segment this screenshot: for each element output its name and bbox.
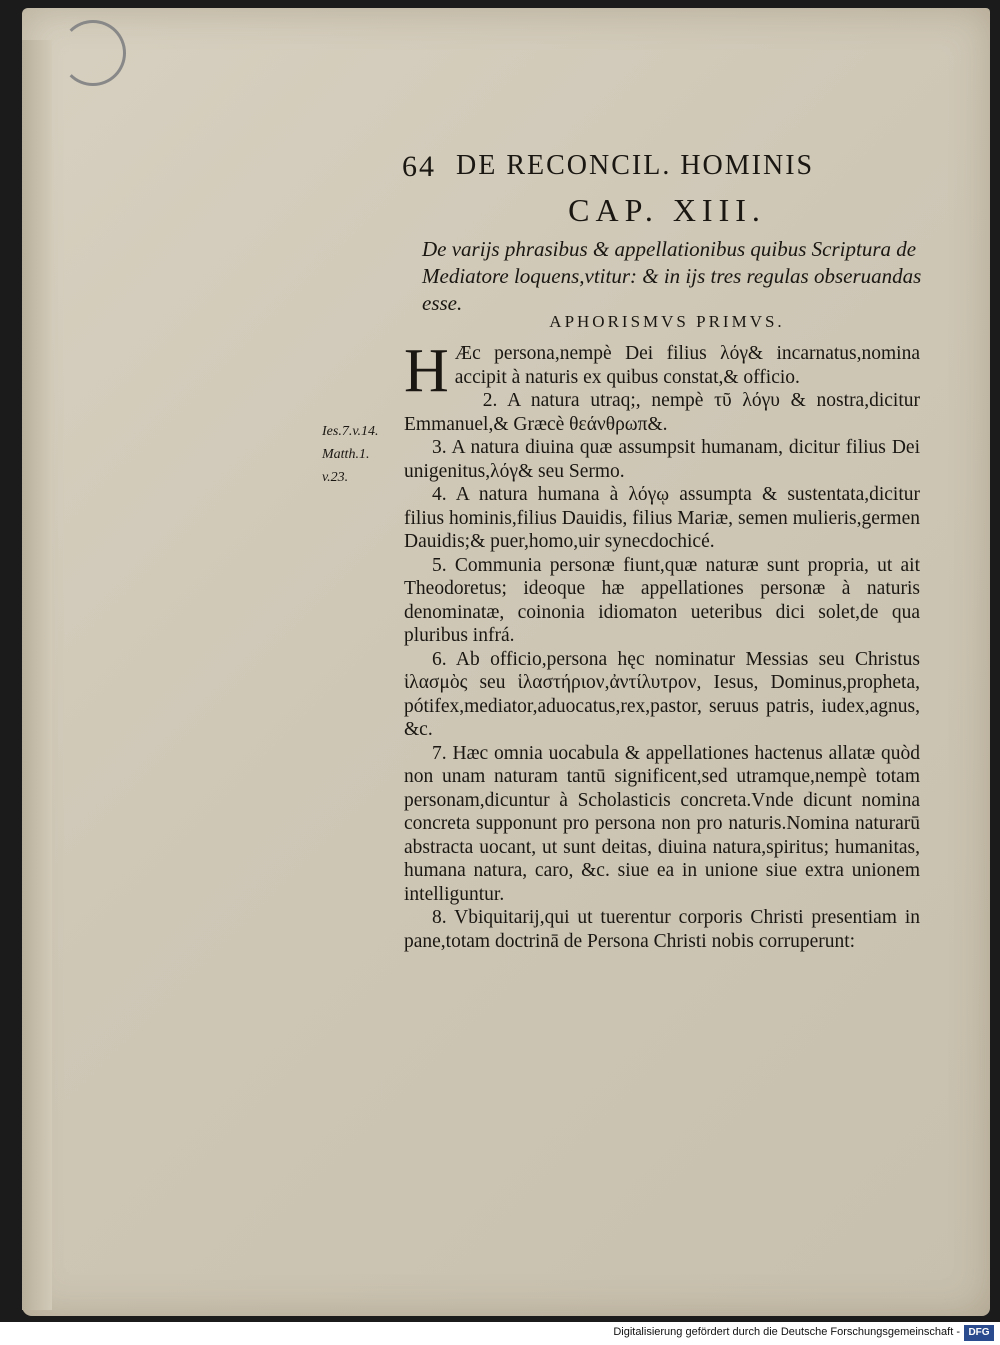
- running-head: [402, 150, 882, 184]
- paragraph: [404, 337, 920, 405]
- paragraph: 6. Ab officio,persona hęc nominatur Messias seu Christus ἱλασμὸς seu ἱλαστήριον,ἀντίλυτρον, Iesus, Dominus,propheta, pótifex,mediator,aduocatus,rex,pastor, seruus patris, iudex,agnus, &c.: [404, 648, 920, 740]
- chapter-title: CAP. XIII.: [568, 192, 766, 228]
- footer-credit: Digitalisierung gefördert durch die Deutsche Forschungsgemeinschaft -: [613, 1326, 960, 1338]
- paragraph: 8. Vbiquitarij,qui ut tuerentur corporis Christi presentiam in pane,totam doctrinā de Persona Christi nobis corruperunt:: [404, 907, 920, 952]
- chapter-subtitle: De varijs phrasibus & appellationibus quibus Scriptura de Mediatore loquens,vtitur: & in ijs tres regulas obseruandas esse.: [422, 237, 922, 315]
- margin-note: Matth.1.: [322, 447, 370, 462]
- running-title: DE RECONCIL. HOMINIS: [456, 150, 815, 181]
- paragraph: 2. A natura utraq;, nempè τῦ λόγυ & nostra,dicitur Emmanuel,& Græcè θεάνθρωπ&.: [404, 390, 920, 435]
- margin-note: v.23.: [322, 470, 349, 485]
- paragraph: 3. A natura diuina quæ assumpsit humanam, dicitur filius Dei unigenitus,λόγ& seu Sermo.: [404, 437, 920, 482]
- margin-note: Ies.7.v.14.: [322, 424, 379, 439]
- paragraph: 7. Hæc omnia uocabula & appellationes hactenus allatæ quòd non unam naturam tantū significent,sed utramque,nempè totam personam,dicuntur à Scholasticis concreta.Vnde dicunt nomina concreta supponunt pro persona non pro naturis.Nomina naturarū abstracta uocant, ut sunt deitas, diuina natura,spiritus; humanitas, humana natura, caro, &c. siue ea in unione siue extra unionem intelliguntur.: [404, 742, 920, 905]
- paragraph: 5. Communia personæ fiunt,quæ naturæ sunt propria, ut ait Theodoretus; ideoque hæ appellationes personæ à naturis denominatæ, coinonia idiomaton ueteribus dici solet,de qua pluribus infrá.: [404, 554, 920, 646]
- aphorism-heading: APHORISMVS PRIMVS.: [549, 312, 785, 331]
- paper-clip-icon: [60, 20, 126, 86]
- page-edge: [22, 40, 52, 1310]
- paragraph-text: Æc persona,nempè Dei filius λόγ& incarnatus,nomina accipit à naturis ex quibus constat,& officio.: [454, 343, 920, 388]
- page-number: 64: [402, 150, 436, 183]
- margin-notes: [322, 420, 406, 489]
- drop-cap: H: [404, 337, 449, 405]
- dfg-logo: DFG: [964, 1325, 994, 1341]
- body-text: [404, 337, 920, 953]
- paragraph: 4. A natura humana à λόγῳ assumpta & sustentata,dicitur filius hominis,filius Dauidis, filius Mariæ, semen mulieris,germen Dauidis;& puer,homo,uir synecdochicé.: [404, 484, 920, 552]
